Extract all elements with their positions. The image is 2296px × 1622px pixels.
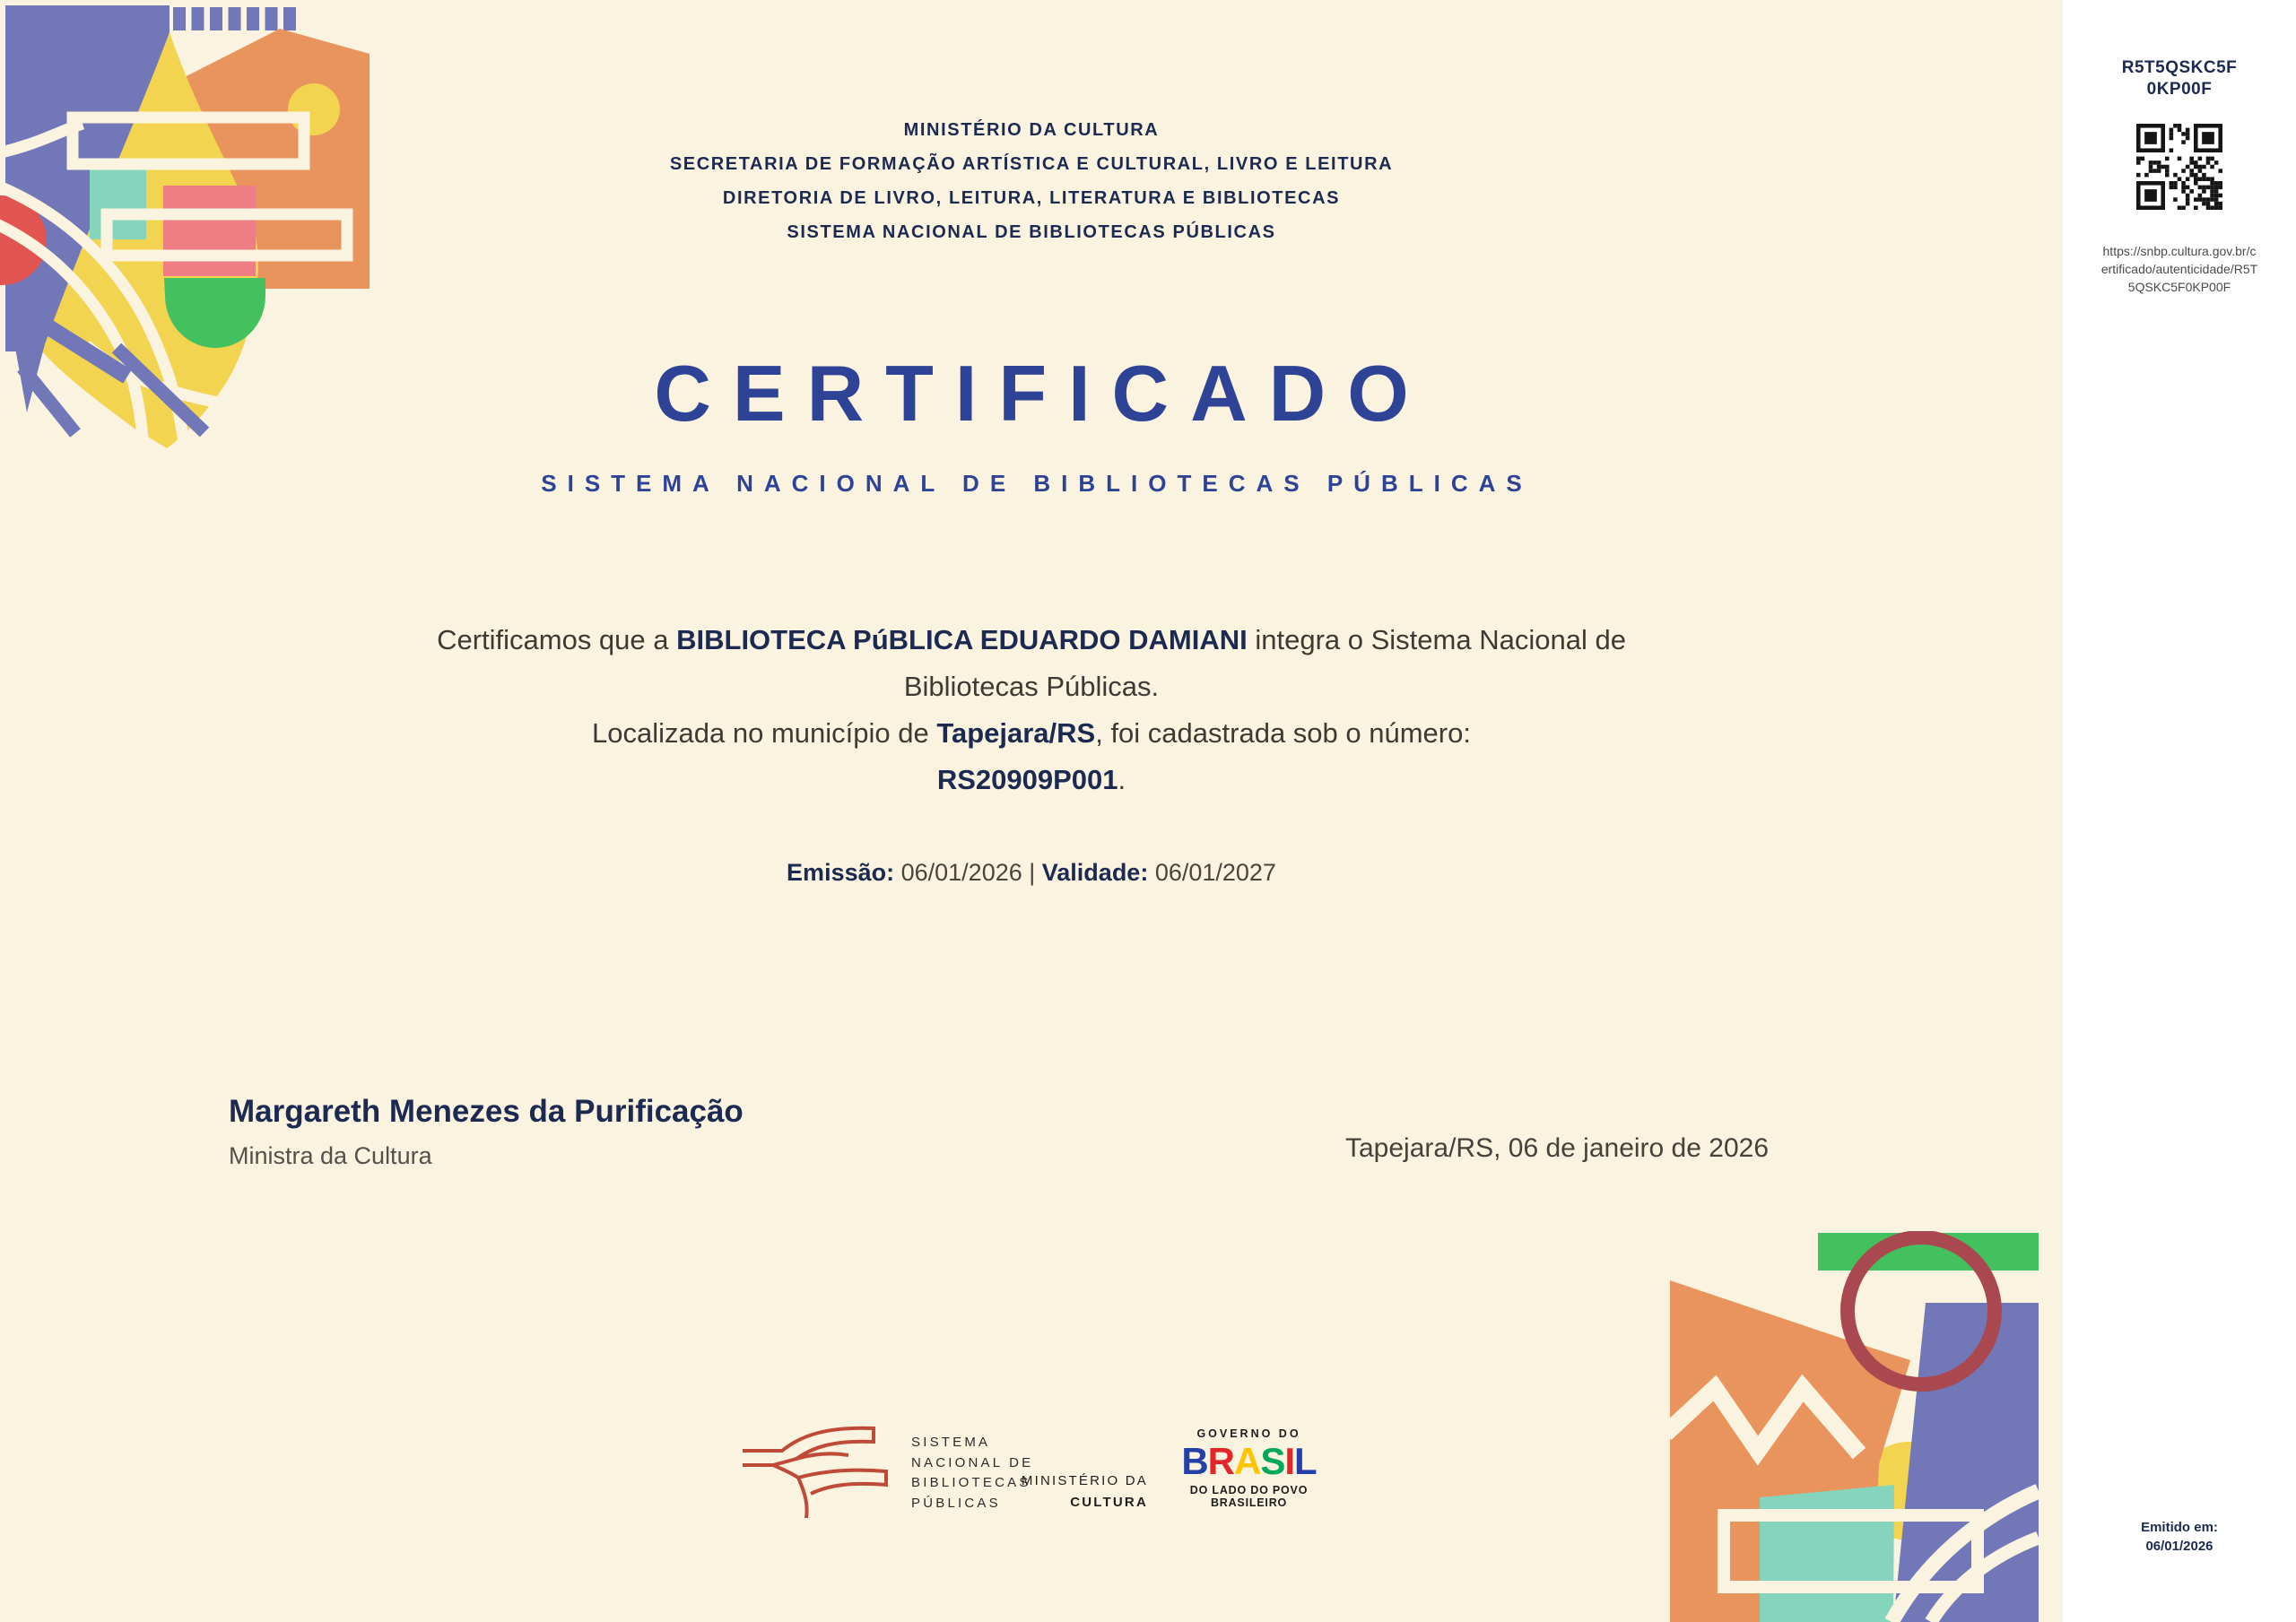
- certificate-title: CERTIFICADO: [654, 349, 1431, 438]
- certificate-body: [242, 617, 1821, 803]
- issued-date: 06/01/2026: [2145, 1539, 2213, 1554]
- header-line: SISTEMA NACIONAL DE BIBLIOTECAS PÚBLICAS: [787, 222, 1276, 242]
- snbp-text-line: SISTEMA: [911, 1435, 991, 1450]
- governo-tagline: DO LADO DO POVO BRASILEIRO: [1189, 1484, 1309, 1509]
- snbp-text-line: NACIONAL DE: [911, 1454, 1034, 1470]
- registration-number-line: RS20909P001.: [936, 764, 1126, 795]
- ministerio-line1: MINISTÉRIO DA: [1021, 1473, 1148, 1488]
- signature-role: Ministra da Cultura: [229, 1142, 432, 1169]
- header-line: DIRETORIA DE LIVRO, LEITURA, LITERATURA E BIBLIOTECAS: [722, 188, 1341, 208]
- validity-line: Emissão: 06/01/2026 | Validade: 06/01/2027: [787, 859, 1276, 886]
- header-line: SECRETARIA DE FORMAÇÃO ARTÍSTICA E CULTURAL, LIVRO E LEITURA: [669, 154, 1394, 174]
- snbp-text-line: PÚBLICAS: [911, 1495, 1001, 1511]
- verification-url: https://snbp.cultura.gov.br/certificado/autenticidade/R5T5QSKC5F0KP00F: [2100, 244, 2258, 294]
- snbp-text-line: BIBLIOTECAS: [911, 1475, 1031, 1490]
- issued-date-block: [2063, 1518, 2296, 1556]
- snbp-logo: [743, 1424, 893, 1521]
- decorative-art-bottom-right: [1664, 1231, 2067, 1622]
- body-line: Localizada no município de Tapejara/RS, foi cadastrada sob o número:: [592, 717, 1471, 749]
- authentication-sidebar: [2063, 0, 2296, 1622]
- auth-code: R5T5QSKC5F0KP00F: [2121, 58, 2238, 99]
- governo-heading: GOVERNO DO: [1196, 1427, 1301, 1440]
- ministerio-line2: CULTURA: [1070, 1495, 1148, 1510]
- certificate-subtitle: SISTEMA NACIONAL DE BIBLIOTECAS PÚBLICAS: [541, 470, 1533, 497]
- place-date: Tapejara/RS, 06 de janeiro de 2026: [1345, 1133, 1770, 1163]
- ministerio-cultura-logo: [973, 1470, 1148, 1514]
- body-line: Certificamos que a BIBLIOTECA PúBLICA EDUARDO DAMIANI integra o Sistema Nacional de: [437, 624, 1626, 655]
- brasil-wordmark: BRASIL: [1181, 1440, 1317, 1482]
- body-line: Bibliotecas Públicas.: [903, 671, 1160, 702]
- qr-code: [2136, 124, 2222, 210]
- ministry-header: [0, 113, 2063, 249]
- issued-label: Emitido em:: [2141, 1520, 2218, 1535]
- signature-block: [229, 1094, 744, 1170]
- dash-row: [173, 7, 296, 30]
- governo-brasil-logo: [1166, 1427, 1332, 1509]
- header-line: MINISTÉRIO DA CULTURA: [903, 120, 1160, 140]
- signature-name: Margareth Menezes da Purificação: [229, 1094, 744, 1129]
